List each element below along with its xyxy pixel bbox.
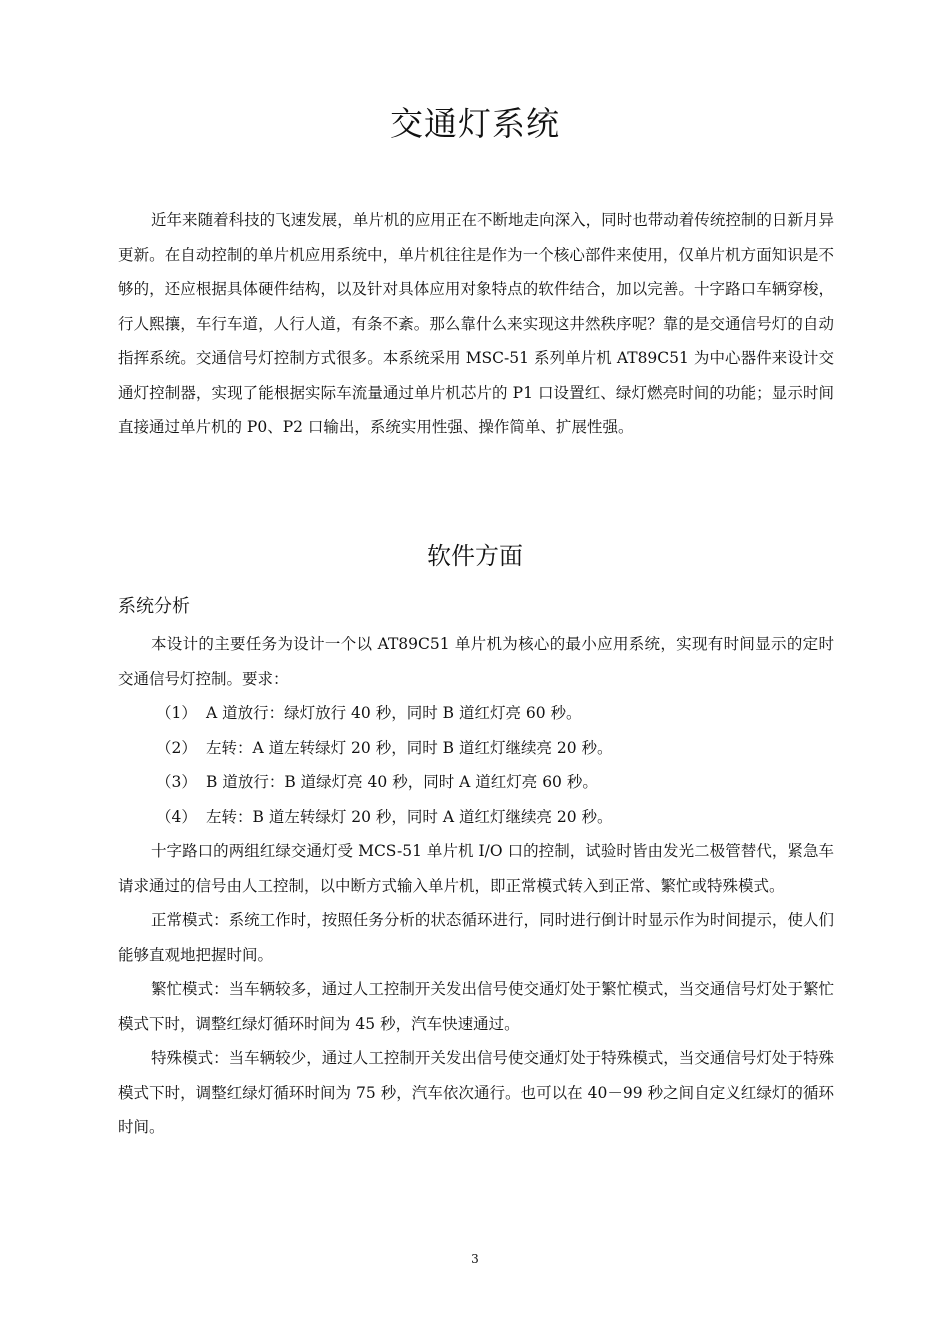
requirement-number: （3） xyxy=(156,773,197,791)
requirement-text: 左转：A 道左转绿灯 20 秒，同时 B 道红灯继续亮 20 秒。 xyxy=(206,738,613,757)
intro-paragraph: 近年来随着科技的飞速发展，单片机的应用正在不断地走向深入，同时也带动着传统控制的日新月异更新。在自动控制的单片机应用系统中，单片机往往是作为一个核心部件来使用，仅单片机方面知识是不够的，还应根据具体硬件结构，以及针对具体应用对象特点的软件结合，加以完善。十字路口车辆穿梭，行人熙攘，车行车道，人行人道，有条不紊。那么靠什么来实现这井然秩序呢？靠的是交通信号灯的自动指挥系统。交通信号灯控制方式很多。本系统采用 MSC-51 系列单片机 AT89C51 为中心器件来设计交通灯控制器，实现了能根据实际车流量通过单片机芯片的 P1 口设置红、绿灯燃亮时间的功能；显示时间直接通过单片机的 P0、P2 口输出，系统实用性强、操作简单、扩展性强。 xyxy=(118,211,834,436)
analysis-intro-paragraph: 本设计的主要任务为设计一个以 AT89C51 单片机为核心的最小应用系统，实现有时间显示的定时交通信号灯控制。要求： xyxy=(118,635,834,688)
analysis-section xyxy=(118,627,834,1145)
requirement-item xyxy=(118,731,834,766)
requirement-number: （2） xyxy=(156,738,197,757)
requirement-number: （1） xyxy=(156,704,197,722)
requirement-text: B 道放行：B 道绿灯亮 40 秒，同时 A 道红灯亮 60 秒。 xyxy=(206,773,598,791)
busy-mode-paragraph: 繁忙模式：当车辆较多，通过人工控制开关发出信号使交通灯处于繁忙模式，当交通信号灯处于繁忙模式下时，调整红绿灯循环时间为 45 秒，汽车快速通过。 xyxy=(118,980,834,1033)
requirement-number: （4） xyxy=(156,807,197,826)
normal-mode-paragraph: 正常模式：系统工作时，按照任务分析的状态循环进行，同时进行倒计时显示作为时间提示，使人们能够直观地把握时间。 xyxy=(118,911,834,964)
page-title: 交通灯系统 xyxy=(390,104,560,143)
section-title: 软件方面 xyxy=(427,542,523,570)
control-paragraph: 十字路口的两组红绿交通灯受 MCS-51 单片机 I/O 口的控制，试验时皆由发光二极管替代，紧急车请求通过的信号由人工控制，以中断方式输入单片机，即正常模式转入到正常、繁忙或特殊模式。 xyxy=(118,842,834,895)
subsection-title: 系统分析 xyxy=(118,596,190,617)
page-number: 3 xyxy=(471,1252,479,1266)
requirement-text: 左转：B 道左转绿灯 20 秒，同时 A 道红灯继续亮 20 秒。 xyxy=(206,807,613,826)
requirement-item xyxy=(118,800,834,835)
requirement-item xyxy=(118,765,834,800)
requirement-text: A 道放行：绿灯放行 40 秒，同时 B 道红灯亮 60 秒。 xyxy=(206,704,582,722)
special-mode-paragraph: 特殊模式：当车辆较少，通过人工控制开关发出信号使交通灯处于特殊模式，当交通信号灯处于特殊模式下时，调整红绿灯循环时间为 75 秒，汽车依次通行。也可以在 40－99 秒之间自定义红绿灯的循环时间。 xyxy=(118,1049,834,1136)
intro-section xyxy=(118,203,834,445)
requirement-item xyxy=(118,696,834,731)
